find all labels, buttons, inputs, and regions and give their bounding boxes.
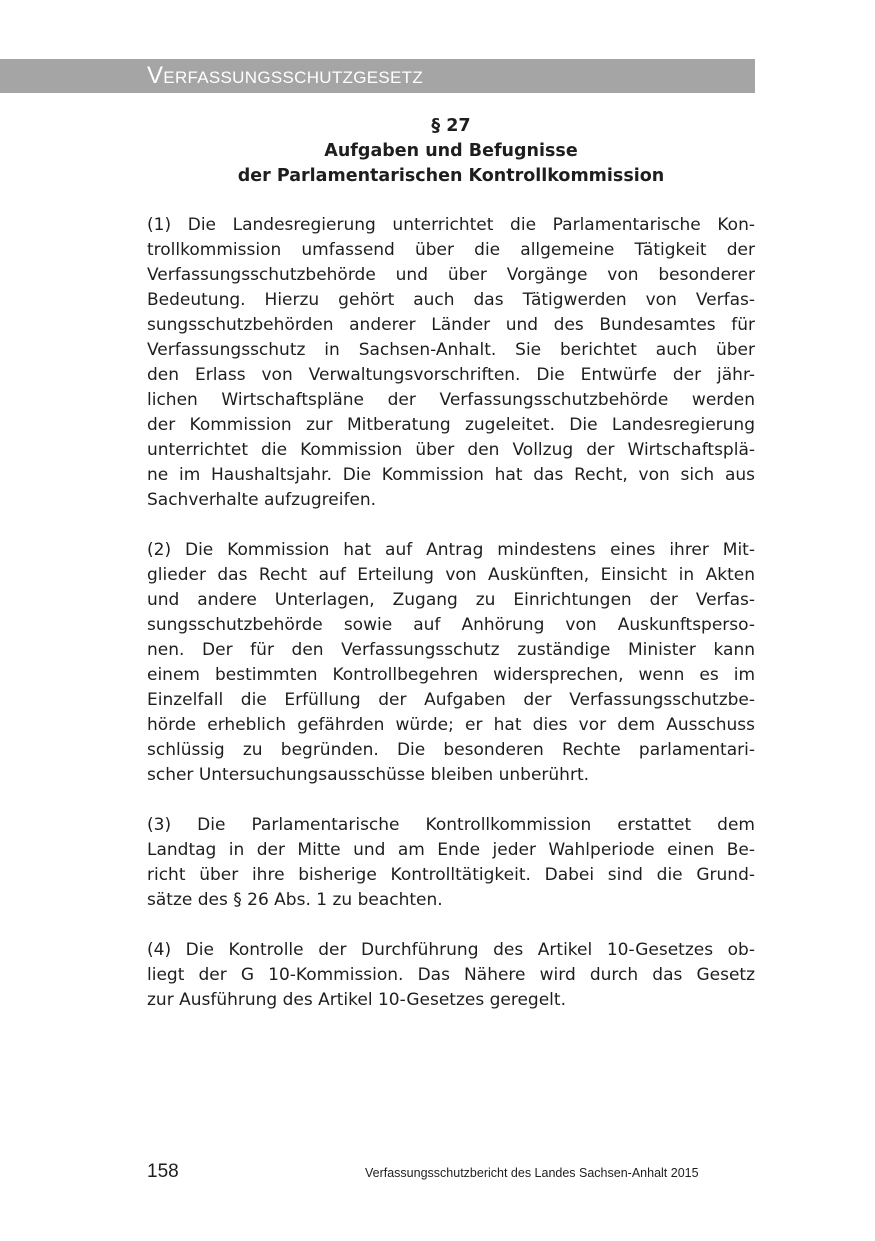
text-line: richt über ihre bisherige Kontrolltätigkeit. Dabei sind die Grund- (147, 865, 755, 885)
running-header-title: Verfassungsschutzgesetz (147, 62, 424, 89)
text-line: nen. Der für den Verfassungsschutz zuständige Minister kann (147, 640, 755, 660)
paragraph-4 (147, 938, 755, 1013)
section-title-line-1: Aufgaben und Befugnisse (324, 141, 578, 161)
footer-publication-title: Verfassungsschutzbericht des Landes Sachsen-Anhalt 2015 (365, 1166, 699, 1180)
paragraph-gap (147, 788, 755, 813)
text-line: glieder das Recht auf Erteilung von Auskünften, Einsicht in Akten (147, 565, 755, 585)
text-line: liegt der G 10-Kommission. Das Nähere wird durch das Gesetz (147, 965, 755, 985)
text-line: trollkommission umfassend über die allgemeine Tätigkeit der (147, 240, 755, 260)
text-line: unterrichtet die Kommission über den Vollzug der Wirtschaftsplä- (147, 440, 755, 460)
paragraph-2 (147, 538, 755, 788)
text-line: (1) Die Landesregierung unterrichtet die Parlamentarische Kon- (147, 215, 755, 235)
text-line: und andere Unterlagen, Zugang zu Einrichtungen der Verfas- (147, 590, 755, 610)
text-line: Bedeutung. Hierzu gehört auch das Tätigwerden von Verfas- (147, 290, 755, 310)
paragraph-1 (147, 213, 755, 513)
text-line: sungsschutzbehörde sowie auf Anhörung von Auskunftsperso- (147, 615, 755, 635)
text-line: scher Untersuchungsausschüsse bleiben unberührt. (147, 765, 590, 785)
text-line: Landtag in der Mitte und am Ende jeder Wahlperiode einen Be- (147, 840, 755, 860)
section-title-line-2: der Parlamentarischen Kontrollkommission (237, 166, 665, 186)
section-heading (147, 114, 755, 189)
text-line: lichen Wirtschaftspläne der Verfassungsschutzbehörde werden (147, 390, 755, 410)
text-line: Sachverhalte aufzugreifen. (147, 490, 377, 510)
paragraph-3 (147, 813, 755, 913)
text-line: der Kommission zur Mitberatung zugeleitet. Die Landesregierung (147, 415, 755, 435)
text-line: den Erlass von Verwaltungsvorschriften. Die Entwürfe der jähr- (147, 365, 755, 385)
text-line: Verfassungsschutzbehörde und über Vorgänge von besonderer (147, 265, 755, 285)
page-number: 158 (147, 1161, 179, 1182)
paragraph-gap (147, 513, 755, 538)
text-line: (2) Die Kommission hat auf Antrag mindestens eines ihrer Mit- (147, 540, 755, 560)
text-line: schlüssig zu begründen. Die besonderen Rechte parlamentari- (147, 740, 755, 760)
text-line: Einzelfall die Erfüllung der Aufgaben der Verfassungsschutzbe- (147, 690, 755, 710)
text-line: zur Ausführung des Artikel 10-Gesetzes geregelt. (147, 990, 566, 1010)
text-line: einem bestimmten Kontrollbegehren widersprechen, wenn es im (147, 665, 755, 685)
text-line: sätze des § 26 Abs. 1 zu beachten. (147, 890, 443, 910)
paragraph-gap (147, 913, 755, 938)
header-band (0, 59, 755, 93)
text-line: hörde erheblich gefährden würde; er hat dies vor dem Ausschuss (147, 715, 755, 735)
text-line: ne im Haushaltsjahr. Die Kommission hat das Recht, von sich aus (147, 465, 755, 485)
text-line: (3) Die Parlamentarische Kontrollkommission erstattet dem (147, 815, 755, 835)
section-number: § 27 (431, 116, 471, 136)
text-line: sungsschutzbehörden anderer Länder und des Bundesamtes für (147, 315, 755, 335)
text-line: (4) Die Kontrolle der Durchführung des Artikel 10-Gesetzes ob- (147, 940, 755, 960)
body-text (147, 213, 755, 1013)
text-line: Verfassungsschutz in Sachsen-Anhalt. Sie berichtet auch über (147, 340, 755, 360)
